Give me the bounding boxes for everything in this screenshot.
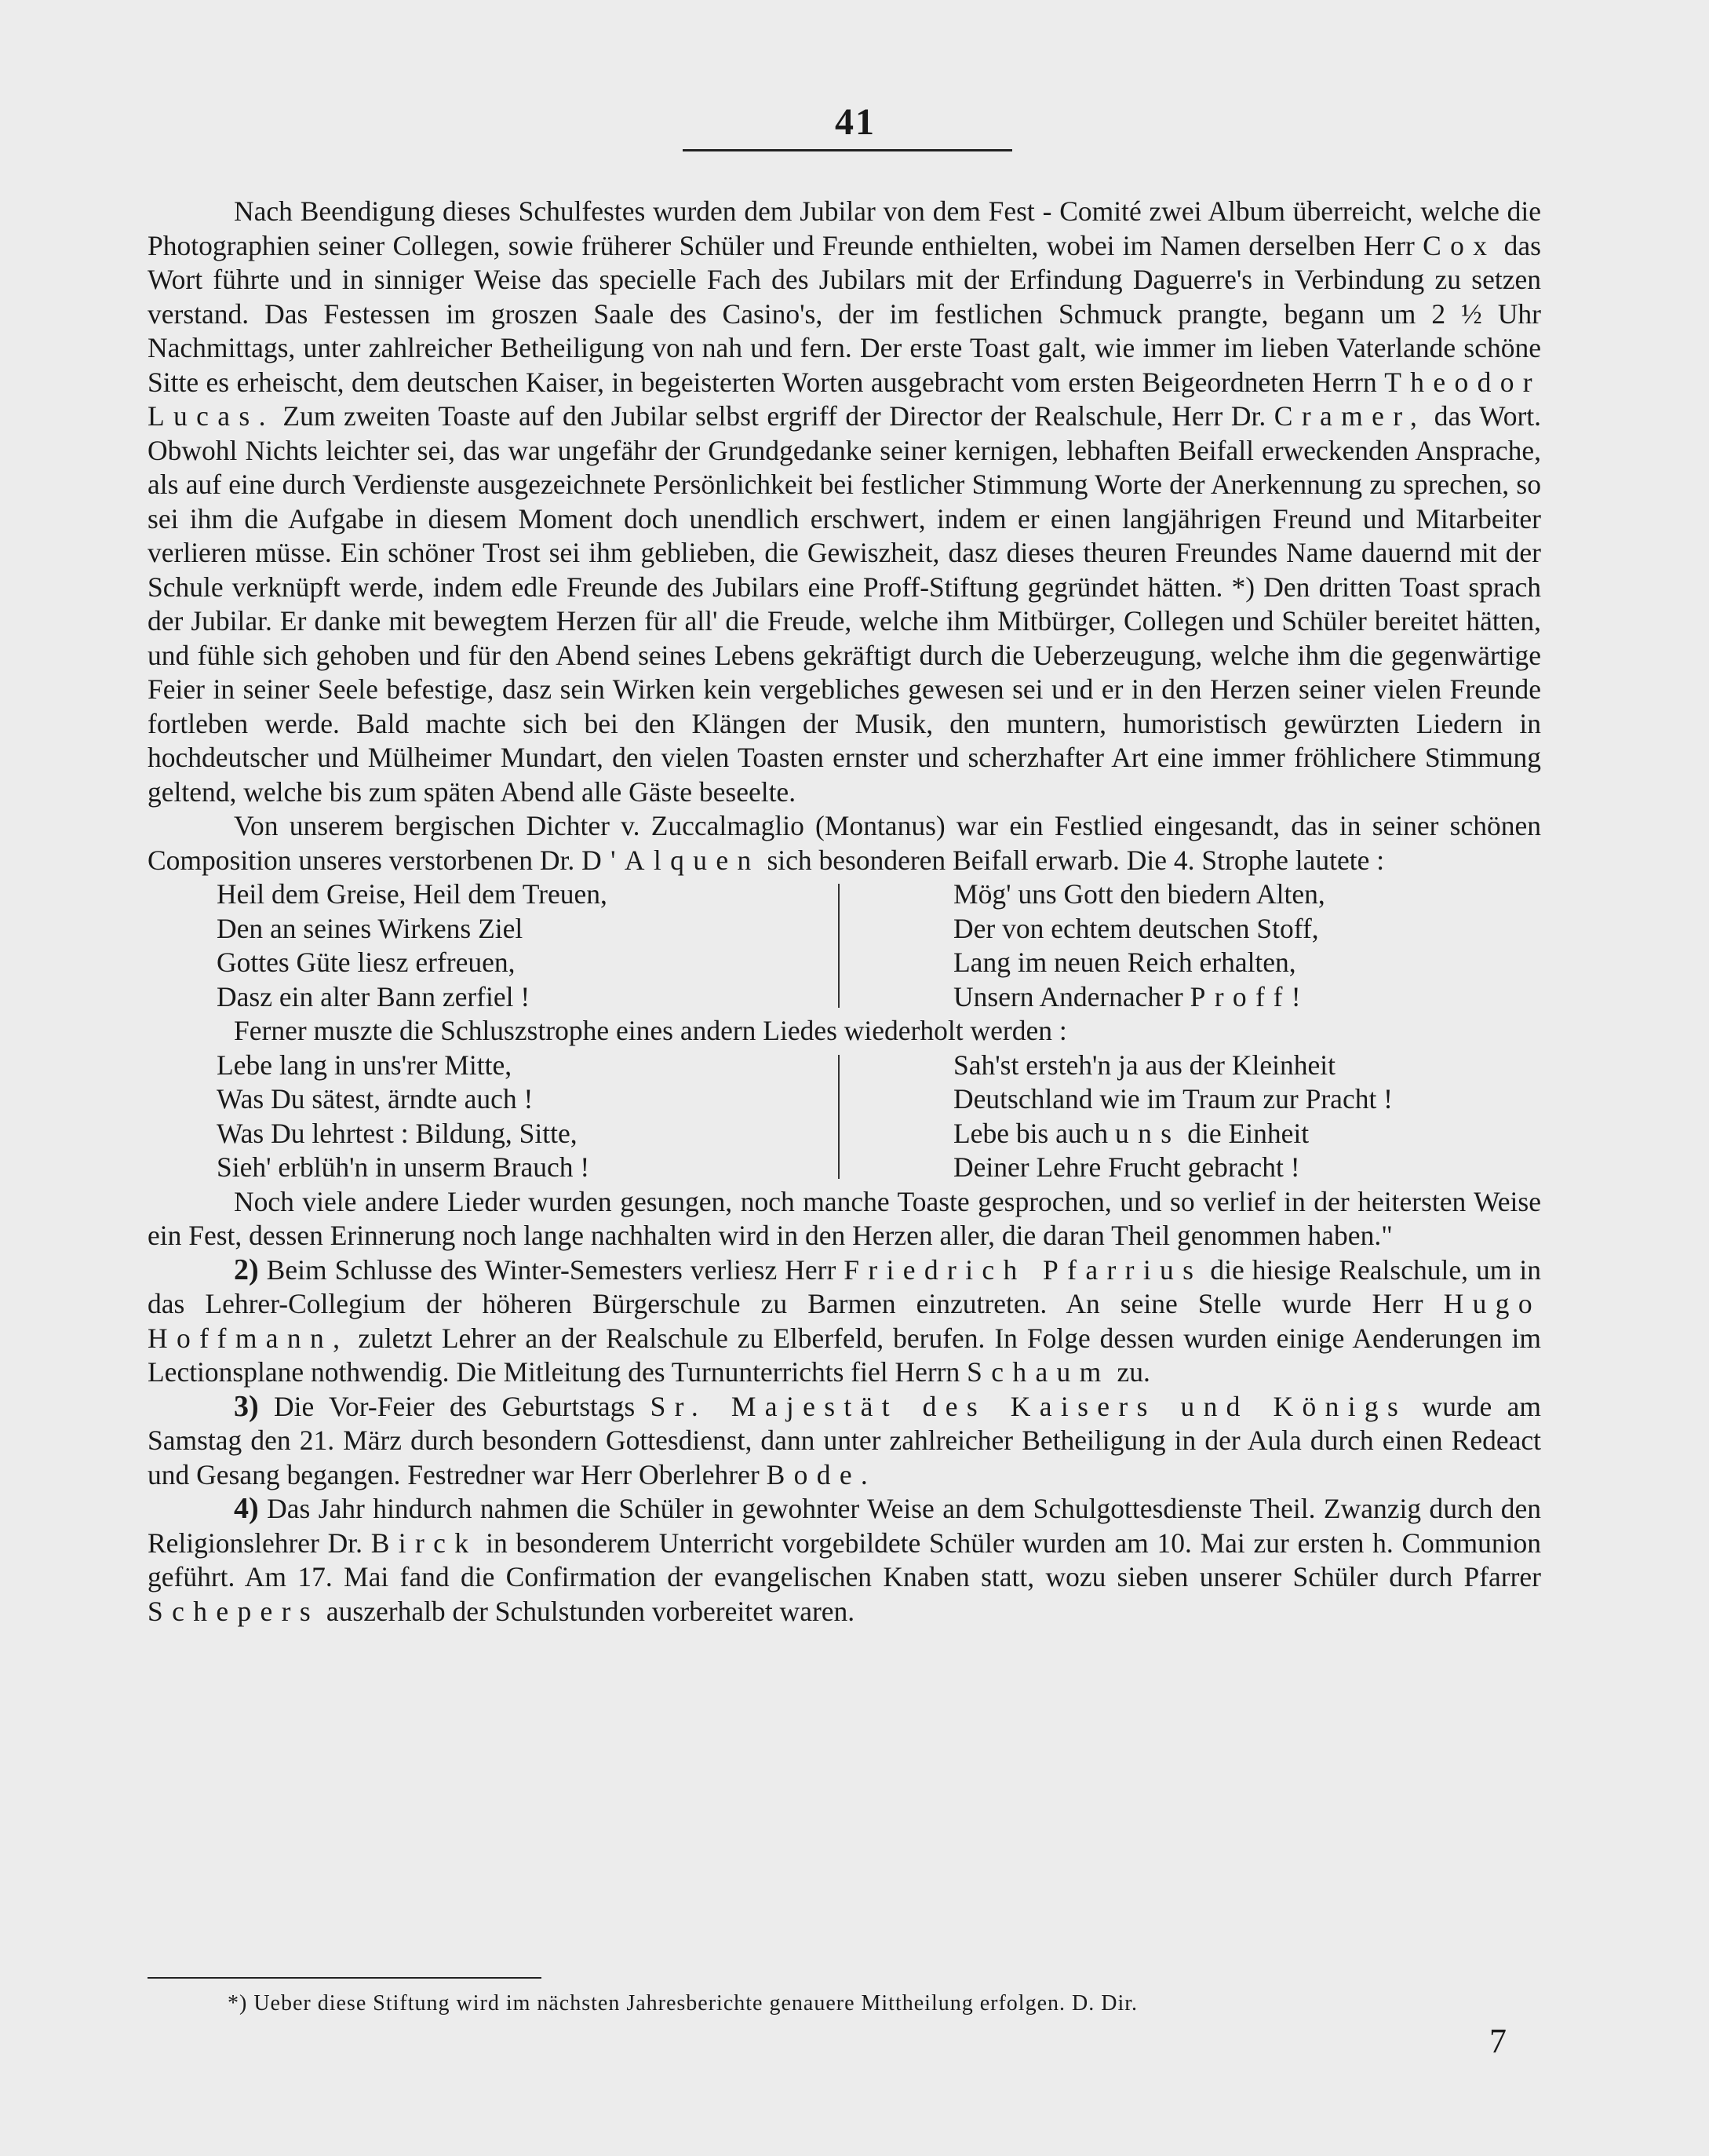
- verse-line: Was Du sätest, ärndte auch !: [217, 1083, 534, 1114]
- section-number: 2): [234, 1253, 259, 1286]
- name-pfarrius: Friedrich Pfarrius: [844, 1253, 1203, 1286]
- verse-line: Dasz ein alter Bann zerfiel !: [217, 980, 530, 1012]
- verse-closing-strophe: [148, 1049, 1541, 1185]
- section-4: 4) Das Jahr hindurch nahmen die Schüler in gewohnter Weise an dem Schulgottesdienste Theil. Zwanzig durch den Religionslehrer Dr. Birck in besonderem Unterricht vorgebildete Schüler wurden am 10. Mai zur ersten h. Communion geführt. Am 17. Mai fand die Confirmation der evangelischen Knaben statt, wozu sieben unserer Schüler durch Pfarrer Schepers auszerhalb der Schulstunden vorbereitet waren.: [148, 1492, 1542, 1627]
- verse-strophe-4: [148, 877, 1541, 1014]
- verse-line: Deiner Lehre Frucht gebracht !: [953, 1151, 1300, 1183]
- name-alquen: D'Alquen: [581, 844, 760, 876]
- verse-left-column: [217, 1049, 589, 1185]
- name-cramer: Cramer,: [1274, 400, 1427, 432]
- name-majestaet: Sr. Majestät des Kaisers und Königs: [650, 1390, 1408, 1422]
- footnote-rule: [148, 1977, 541, 1979]
- verse-line: Lebe lang in uns'rer Mitte,: [217, 1049, 512, 1081]
- paragraph-festlied: Von unserem bergischen Dichter v. Zuccalmaglio (Montanus) war ein Festlied eingesandt, das in seiner schönen Composition unseres verstorbenen Dr. D'Alquen sich besonderen Beifall erwarb. Die 4. Strophe lautete :: [148, 810, 1541, 876]
- name-birck: Birck: [370, 1527, 478, 1559]
- name-hoffmann: Hugo Hoffmann,: [148, 1288, 1541, 1354]
- name-bode: Bode.: [766, 1458, 877, 1490]
- name-schaum: Schaum: [967, 1356, 1110, 1388]
- section-3: 3) Die Vor-Feier des Geburtstags Sr. Majestät des Kaisers und Königs wurde am Samstag den 21. März durch besondern Gottesdienst, dann unter zahlreicher Betheiligung in der Aula durch einen Redeact und Gesang begangen. Festredner war Herr Oberlehrer Bode.: [148, 1389, 1541, 1490]
- name-cox: Cox: [1423, 229, 1496, 261]
- paragraph-schlussstrophe: Ferner muszte die Schluszstrophe eines andern Liedes wiederholt werden :: [234, 1015, 1067, 1046]
- name-lucas: Theodor Lucas.: [148, 366, 1541, 432]
- verse-line: Was Du lehrtest : Bildung, Sitte,: [217, 1117, 578, 1149]
- verse-divider: [838, 1055, 840, 1179]
- verse-line: Lebe bis auch uns die Einheit: [953, 1117, 1310, 1149]
- verse-line: Deutschland wie im Traum zur Pracht !: [953, 1083, 1394, 1114]
- verse-line: Sieh' erblüh'n in unserm Brauch !: [217, 1151, 590, 1183]
- body-text: [148, 195, 1541, 1629]
- verse-divider: [838, 884, 840, 1008]
- verse-line: Mög' uns Gott den biedern Alten,: [953, 878, 1325, 910]
- section-number: 4): [234, 1492, 259, 1525]
- verse-right-column: [953, 877, 1325, 1014]
- verse-line: Den an seines Wirkens Ziel: [217, 912, 523, 944]
- verse-line: Sah'st ersteh'n ja aus der Kleinheit: [953, 1049, 1335, 1081]
- verse-line: Unsern Andernacher Proff!: [953, 980, 1310, 1012]
- name-proff: Proff!: [1190, 980, 1310, 1012]
- paragraph-lieder: Noch viele andere Lieder wurden gesungen, noch manche Toaste gesprochen, und so verlief in der heitersten Weise ein Fest, dessen Erinnerung noch lange nachhalten wird in den Herzen aller, die daran Theil genommen haben.": [148, 1185, 1541, 1251]
- verse-line: Gottes Güte liesz erfreuen,: [217, 947, 516, 978]
- verse-line: Lang im neuen Reich erhalten,: [953, 947, 1296, 978]
- verse-line: Der von echtem deutschen Stoff,: [953, 912, 1319, 944]
- page-number: 41: [835, 101, 876, 143]
- verse-right-column: [953, 1049, 1393, 1185]
- paragraph-festival: Nach Beendigung dieses Schulfestes wurden dem Jubilar von dem Fest - Comité zwei Album überreicht, welche die Photographien seiner Collegen, sowie früherer Schüler und Freunde enthielten, wobei im Namen derselben Herr Cox das Wort führte und in sinniger Weise das specielle Fach des Jubilars mit der Erfindung Daguerre's in Verbindung zu setzen verstand. Das Festessen im groszen Saale des Casino's, der im festlichen Schmuck prangte, begann um 2 ½ Uhr Nachmittags, unter zahlreicher Betheiligung von nah und fern. Der erste Toast galt, wie immer im lieben Vaterlande schöne Sitte es erheischt, dem deutschen Kaiser, in begeisterten Worten ausgebracht vom ersten Beigeordneten Herrn Theodor Lucas. Zum zweiten Toaste auf den Jubilar selbst ergriff der Director der Realschule, Herr Dr. Cramer, das Wort. Obwohl Nichts leichter sei, das war ungefähr der Grundgedanke seiner kernigen, lebhaften Beifall erweckenden Ansprache, als auf eine durch Verdienste ausgezeichnete Persönlichkeit bei festlicher Stimmung Worte der Anerkennung zu sprechen, so sei ihm die Aufgabe in diesem Moment doch unendlich erschwert, indem er einen langjährigen Freund und Mitarbeiter verlieren müsse. Ein schöner Trost sei ihm geblieben, die Gewiszheit, dasz dieses theuren Freundes Name dauernd mit der Schule verknüpft werde, indem edle Freunde des Jubilars eine Proff-Stiftung gegründet hätten. *) Den dritten Toast sprach der Jubilar. Er danke mit bewegtem Herzen für all' die Freude, welche ihm Mitbürger, Collegen und Schüler bereitet hätten, und fühle sich gehoben und für den Abend seines Lebens gekräftigt durch die Ueberzeugung, welche ihm die gegenwärtige Feier in seiner Seele befestige, dasz sein Wirken kein vergebliches gewesen sei und er in den Herzen seiner vielen Freunde fortleben werde. Bald machte sich bei den Klängen der Musik, den muntern, humoristisch gewürzten Liedern in hochdeutscher und Mülheimer Mundart, den vielen Toasten ernster und scherzhafter Art eine immer fröhlichere Stimmung geltend, welche bis zum späten Abend alle Gäste beseelte.: [148, 195, 1542, 808]
- header-rule: [683, 149, 1012, 151]
- section-number: 3): [234, 1389, 259, 1423]
- verse-line: Heil dem Greise, Heil dem Treuen,: [217, 878, 607, 910]
- footnote: *) Ueber diese Stiftung wird im nächsten Jahresberichte genauere Mittheilung erfolgen. D. Dir.: [228, 1991, 1139, 2016]
- verse-left-column: [217, 877, 607, 1014]
- name-schepers: Schepers: [148, 1595, 320, 1627]
- signature-mark: 7: [1489, 2022, 1507, 2060]
- section-2: 2) Beim Schlusse des Winter-Semesters verliesz Herr Friedrich Pfarrius die hiesige Realschule, um in das Lehrer-Collegium der höheren Bürgerschule zu Barmen einzutreten. An seine Stelle wurde Herr Hugo Hoffmann, zuletzt Lehrer an der Realschule zu Elberfeld, berufen. In Folge dessen wurden einige Aenderungen im Lectionsplane nothwendig. Die Mitleitung des Turnunterrichts fiel Herrn Schaum zu.: [148, 1253, 1541, 1388]
